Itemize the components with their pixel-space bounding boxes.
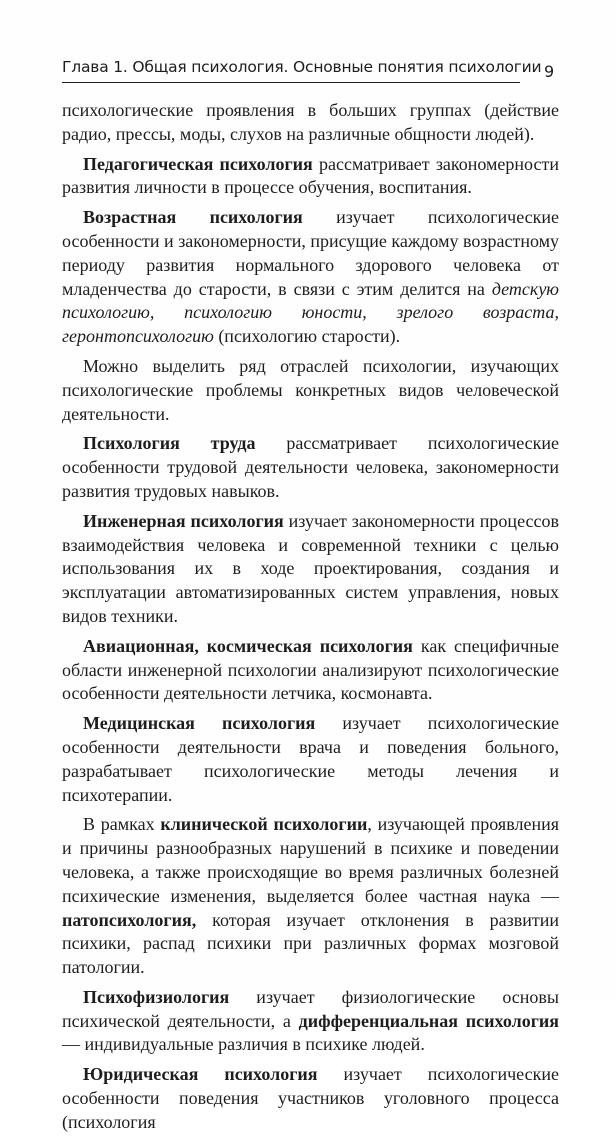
text-segment: изучает физиологические основы психической деятельности, а bbox=[62, 986, 559, 1031]
text-segment: — индивидуальные различия в психике людей. bbox=[62, 1034, 425, 1055]
paragraph bbox=[62, 813, 559, 980]
text-segment: как специфичные области инженерной психологии анализируют психологические особенности деятельности летчика, космонавта. bbox=[62, 635, 559, 704]
paragraph bbox=[62, 153, 559, 201]
header-divider bbox=[62, 82, 520, 83]
paragraph bbox=[62, 986, 559, 1057]
paragraph bbox=[62, 355, 559, 426]
text-segment: рассматривает психологические особенности трудовой деятельности человека, закономерности развития трудовых навыков. bbox=[62, 433, 559, 501]
text-segment: изучает психологические особенности поведения участников уголовного процесса (психология bbox=[62, 1064, 559, 1132]
term-bold: Психофизиология bbox=[83, 986, 230, 1007]
paragraph bbox=[62, 635, 559, 706]
paragraph bbox=[62, 1063, 559, 1134]
term-bold: Возрастная психология bbox=[83, 207, 303, 228]
body-text bbox=[62, 99, 559, 1141]
term-bold: Авиационная, космическая психология bbox=[83, 635, 413, 656]
text-segment: психологические проявления в больших группах (действие радио, прессы, моды, слухов на различные общности людей). bbox=[62, 100, 559, 144]
chapter-title: Глава 1. Общая психология. Основные понятия психологии bbox=[62, 58, 542, 76]
term-bold: Инженерная психология bbox=[83, 510, 284, 531]
term-bold: Юридическая психология bbox=[83, 1064, 318, 1085]
text-segment: Можно выделить ряд отраслей психологии, изучающих психологические проблемы конкретных видов человеческой деятельности. bbox=[62, 355, 559, 424]
text-segment: рассматривает закономерности развития личности в процессе обучения, воспитания. bbox=[62, 153, 559, 198]
text-segment: , изучающей проявления и причины разнообразных нарушений в психике и поведении человека, а также происходящие во время различных болезней психические изменения, выделяется более частная наука — bbox=[62, 814, 559, 906]
term-bold: патопсихология, bbox=[62, 909, 197, 930]
paragraph bbox=[62, 99, 559, 147]
term-bold: Психология труда bbox=[83, 433, 256, 454]
text-segment: которая изучает отклонения в развитии психики, распад психики при различных формах мозговой патологии. bbox=[62, 909, 559, 978]
paragraph bbox=[62, 432, 559, 503]
text-segment: изучает психологические особенности деятельности врача и поведения больного, разрабатывает психологические методы лечения и психотерапии. bbox=[62, 713, 559, 805]
page-number: 9 bbox=[544, 62, 555, 81]
paragraph bbox=[62, 206, 559, 349]
text-segment: В рамках bbox=[83, 814, 161, 835]
text-segment: изучает закономерности процессов взаимодействия человека и современной техники с целью использования их в ходе проектирования, создания и эксплуатации автоматизированных систем управления, новых видов техники. bbox=[62, 510, 559, 626]
paragraph bbox=[62, 712, 559, 807]
term-bold: Медицинская психология bbox=[83, 713, 316, 734]
term-bold: Педагогическая психология bbox=[83, 153, 313, 174]
running-header bbox=[62, 56, 555, 86]
term-bold: дифференциальная психология bbox=[298, 1010, 559, 1031]
paragraph bbox=[62, 510, 559, 629]
text-italic: детскую психологию, психологию юности, зрелого возраста, геронтопсихологию bbox=[62, 278, 559, 347]
text-segment: изучает психологические особенности и закономерности, присущие каждому возрастному периоду развития нормального здорового человека от младенчества до старости, в связи с этим делится на bbox=[62, 207, 559, 299]
term-bold: клинической психологии bbox=[160, 814, 368, 835]
text-segment: (психологию старости). bbox=[213, 326, 401, 347]
